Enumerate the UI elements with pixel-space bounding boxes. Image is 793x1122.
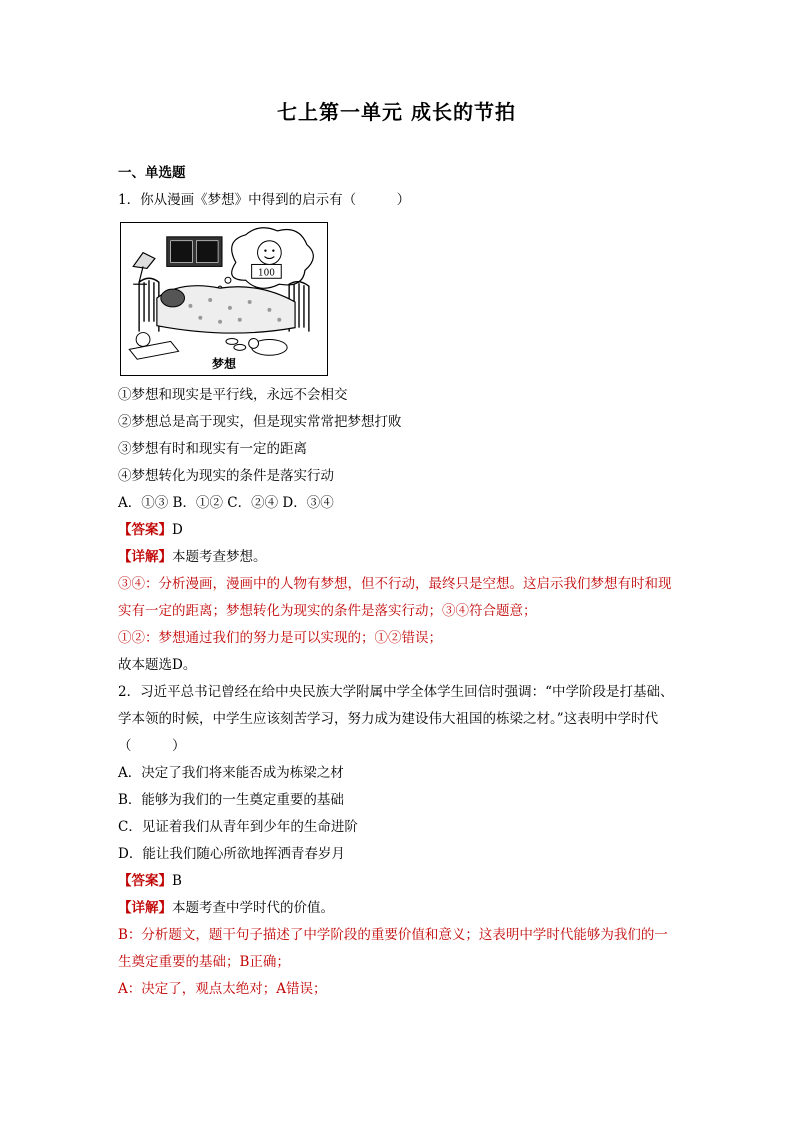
- q1-stem: 1．你从漫画《梦想》中得到的启示有（ ）: [118, 192, 411, 208]
- answer-tag: 【答案】: [118, 873, 172, 889]
- q1-explanation-2: ①②：梦想通过我们的努力是可以实现的；①②错误；: [118, 630, 442, 646]
- q1-choices: A．①③ B．①② C．②④ D．③④: [118, 495, 334, 511]
- q2-option-c: C．见证着我们从青年到少年的生命进阶: [118, 819, 358, 835]
- page-title: 七上第一单元 成长的节拍: [277, 100, 516, 124]
- q2-option-a: A．决定了我们将来能否成为栋梁之材: [118, 765, 344, 781]
- document-body: [118, 160, 678, 1003]
- answer-value: D: [172, 522, 183, 538]
- q1-conclusion: 故本题选D。: [118, 657, 197, 673]
- cartoon-sign-text: 100: [257, 268, 275, 279]
- cartoon-figure: [120, 222, 328, 376]
- q2-explanation-a: A：决定了，观点太绝对；A错误；: [118, 981, 327, 997]
- detail-text: 本题考查梦想。: [172, 549, 267, 565]
- q2-detail: [118, 895, 678, 922]
- cartoon-drawing: [121, 223, 327, 375]
- q2-option-b: B．能够为我们的一生奠定重要的基础: [118, 792, 344, 808]
- q1-option-4: ④梦想转化为现实的条件是落实行动: [118, 468, 334, 484]
- q1-option-1: ①梦想和现实是平行线，永远不会相交: [118, 387, 348, 403]
- answer-tag: 【答案】: [118, 522, 172, 538]
- q1-explanation-1: ③④：分析漫画，漫画中的人物有梦想，但不行动，最终只是空想。这启示我们梦想有时和现实有一定的距离；梦想转化为现实的条件是落实行动；③④符合题意；: [118, 576, 672, 619]
- q1-answer: [118, 517, 678, 544]
- answer-value: B: [172, 873, 182, 889]
- detail-text: 本题考查中学时代的价值。: [172, 900, 334, 916]
- cartoon-caption: 梦想: [211, 357, 236, 371]
- detail-tag: 【详解】: [118, 549, 172, 565]
- q2-explanation-b: B：分析题文，题干句子描述了中学阶段的重要价值和意义；这表明中学时代能够为我们的一生奠定重要的基础；B正确；: [118, 927, 668, 970]
- q1-detail: [118, 544, 678, 571]
- detail-tag: 【详解】: [118, 900, 172, 916]
- q1-option-2: ②梦想总是高于现实，但是现实常常把梦想打败: [118, 414, 402, 430]
- section-heading: 一、单选题: [118, 165, 186, 181]
- q2-stem: 2．习近平总书记曾经在给中央民族大学附属中学全体学生回信时强调：“中学阶段是打基础、学本领的时候，中学生应该刻苦学习，努力成为建设伟大祖国的栋梁之材。”这表明中学时代（ ）: [118, 684, 674, 754]
- q2-option-d: D．能让我们随心所欲地挥洒青春岁月: [118, 846, 345, 862]
- q1-option-3: ③梦想有时和现实有一定的距离: [118, 441, 307, 457]
- q2-answer: [118, 868, 678, 895]
